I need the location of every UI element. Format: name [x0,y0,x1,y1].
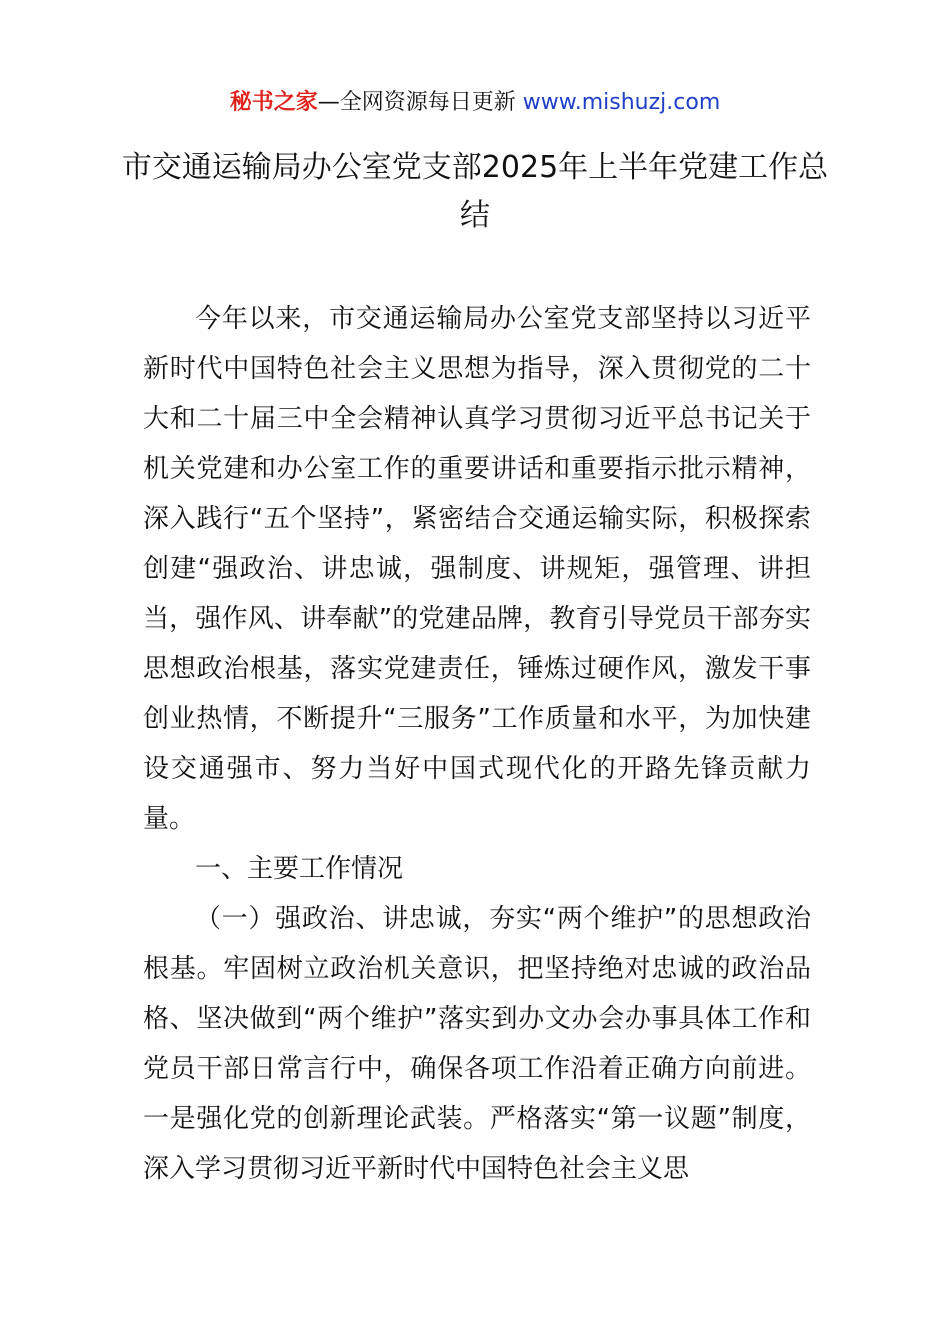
site-header [0,86,950,120]
subsection-paragraph: （一）强政治、讲忠诚，夯实“两个维护”的思想政治根基。牢固树立政治机关意识，把坚持绝对忠诚的政治品格、坚决做到“两个维护”落实到办文办会办事具体工作和党员干部日常言行中，确保各项工作沿着正确方向前进。一是强化党的创新理论武装。严格落实“第一议题”制度，深入学习贯彻习近平新时代中国特色社会主义思 [143,904,811,1184]
site-url-link[interactable]: www.mishuzj.com [522,90,721,115]
document-title: 市交通运输局办公室党支部2025年上半年党建工作总结 [121,150,829,233]
document-body [143,294,811,1194]
brand-name: 秘书之家 [229,90,318,115]
header-tagline: —全网资源每日更新 [317,90,516,115]
intro-paragraph: 今年以来，市交通运输局办公室党支部坚持以习近平新时代中国特色社会主义思想为指导，深入贯彻党的二十大和二十届三中全会精神认真学习贯彻习近平总书记关于机关党建和办公室工作的重要讲话和重要指示批示精神，深入践行“五个坚持”，紧密结合交通运输实际，积极探索创建“强政治、讲忠诚，强制度、讲规矩，强管理、讲担当，强作风、讲奉献”的党建品牌，教育引导党员干部夯实思想政治根基，落实党建责任，锤炼过硬作风，激发干事创业热情，不断提升“三服务”工作质量和水平，为加快建设交通强市、努力当好中国式现代化的开路先锋贡献力量。 [143,304,811,834]
section-heading: 一、主要工作情况 [195,854,404,884]
